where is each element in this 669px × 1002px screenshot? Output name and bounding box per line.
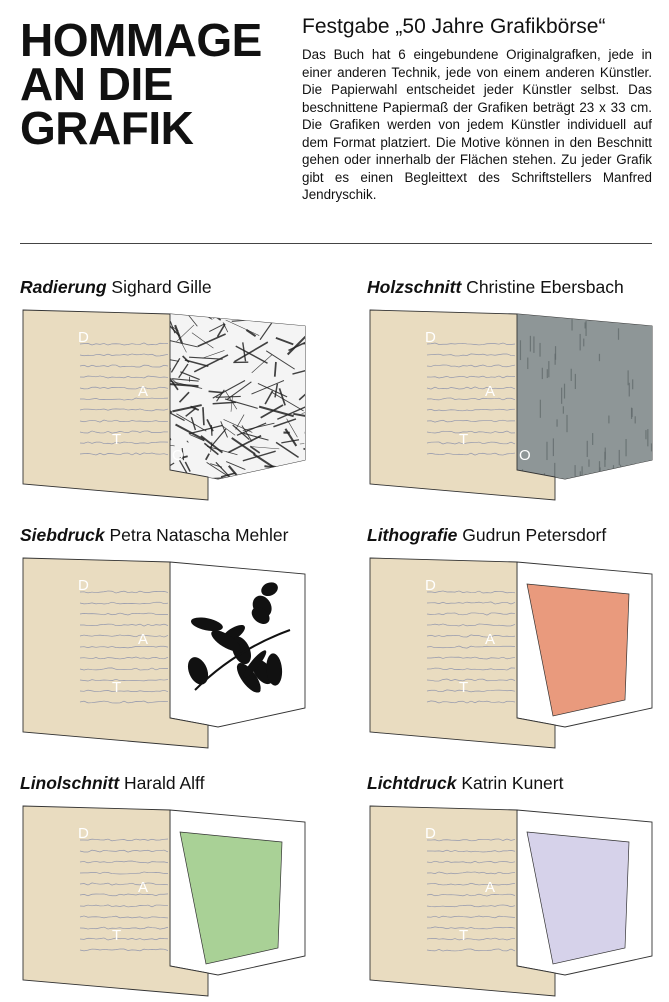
title-line: AN DIE (20, 62, 262, 106)
technique-label: Radierung (20, 277, 107, 297)
cover-letter: D (78, 577, 89, 594)
card-caption (20, 524, 288, 546)
card-caption (20, 276, 212, 298)
book-spread-illustration (367, 550, 657, 750)
card-radierung (20, 276, 330, 506)
book-spread-illustration (20, 798, 310, 998)
cover-letter: O (519, 943, 531, 960)
cover-letter: A (138, 631, 148, 648)
cover-letter: T (459, 431, 468, 448)
technique-label: Lithografie (367, 525, 457, 545)
technique-label: Lichtdruck (367, 773, 456, 793)
card-holzschnitt (367, 276, 669, 506)
artwork-woodcut-grey (517, 314, 657, 487)
card-caption (367, 772, 563, 794)
technique-label: Linolschnitt (20, 773, 119, 793)
cover-letter: O (519, 695, 531, 712)
card-caption (367, 276, 624, 298)
cover-letter: O (172, 695, 184, 712)
cover-letter: A (485, 631, 495, 648)
cover-letter: T (459, 679, 468, 696)
book-spread-illustration (367, 798, 657, 998)
page-title (20, 18, 262, 150)
cover-letter: T (459, 927, 468, 944)
cover-letter: D (425, 577, 436, 594)
book-spread-illustration (20, 302, 310, 502)
cover-letter: O (172, 943, 184, 960)
book-spread-illustration (20, 550, 310, 750)
divider (20, 243, 652, 244)
card-lithografie (367, 524, 669, 754)
intro-block (302, 14, 652, 204)
technique-label: Holzschnitt (367, 277, 461, 297)
cover-letter: T (112, 431, 121, 448)
cover-letter: A (138, 383, 148, 400)
artist-label: Harald Alff (119, 773, 204, 793)
cover-letter: D (78, 825, 89, 842)
card-lichtdruck (367, 772, 669, 1002)
subtitle: Festgabe „50 Jahre Grafikbörse“ (302, 14, 652, 40)
cover-letter: A (485, 879, 495, 896)
artist-label: Katrin Kunert (456, 773, 563, 793)
cover-letter: T (112, 927, 121, 944)
artist-label: Petra Natascha Mehler (105, 525, 289, 545)
card-linolschnitt (20, 772, 330, 1002)
cover-letter: A (138, 879, 148, 896)
cover-letter: O (519, 447, 531, 464)
title-line: GRAFIK (20, 106, 262, 150)
artist-label: Christine Ebersbach (461, 277, 623, 297)
card-caption (367, 524, 606, 546)
artist-label: Gudrun Petersdorf (457, 525, 606, 545)
cover-letter: A (485, 383, 495, 400)
cover-letter: D (78, 329, 89, 346)
cover-letter: D (425, 329, 436, 346)
cover-letter: D (425, 825, 436, 842)
title-line: HOMMAGE (20, 18, 262, 62)
cover-letter: O (172, 447, 184, 464)
book-spread-illustration (367, 302, 657, 502)
description: Das Buch hat 6 eingebundene Originalgrafken, jede in einer anderen Technik, jede von einem anderen Künstler. Die Papierwahl entscheidet jeder Künstler selbst. Das beschnittene Papiermaß der Grafiken beträgt 23 x 33 cm. Die Grafiken werden von jedem Künstler individuell auf dem Format platziert. Die Motive können in den Beschnitt gehen oder innerhalb der Flächen stehen. Zu jeder Grafik gibt es einen Begleittext des Schriftstellers Manfred Jendryschik. (302, 46, 652, 204)
card-caption (20, 772, 204, 794)
card-siebdruck (20, 524, 330, 754)
cover-letter: T (112, 679, 121, 696)
technique-label: Siebdruck (20, 525, 105, 545)
artist-label: Sighard Gille (107, 277, 212, 297)
